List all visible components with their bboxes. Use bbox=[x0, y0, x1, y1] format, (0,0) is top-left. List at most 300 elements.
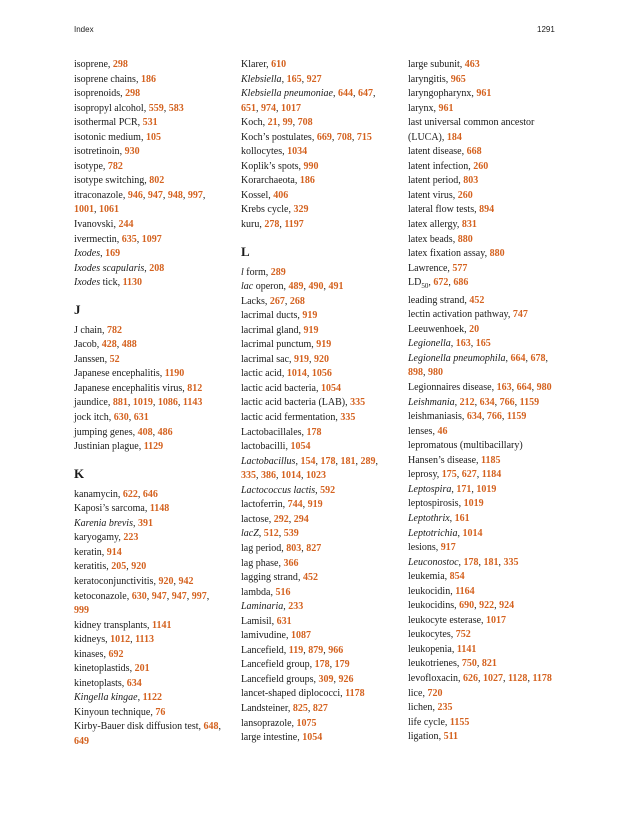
index-term: karyogamy bbox=[74, 532, 119, 544]
index-term: Japanese encephalitis bbox=[74, 368, 160, 380]
page-reference-link[interactable]: 163 bbox=[496, 382, 512, 394]
page-reference-link[interactable]: 630 bbox=[113, 412, 129, 424]
index-entry: lacrimal gland, 919 bbox=[241, 324, 319, 336]
page-reference-link[interactable]: 646 bbox=[142, 488, 158, 500]
page-reference-link[interactable]: 919 bbox=[294, 353, 310, 365]
page-reference-link[interactable]: 678 bbox=[530, 352, 546, 364]
index-entry: Leptothrix, 161 bbox=[408, 512, 470, 524]
index-term: Leptothrix bbox=[408, 512, 450, 524]
page-reference-link[interactable]: 942 bbox=[178, 575, 194, 587]
index-entry: leukocytes, 752 bbox=[408, 629, 471, 641]
page-reference-link[interactable]: 664 bbox=[510, 352, 526, 364]
index-entry: Kinyoun technique, 76 bbox=[74, 706, 166, 718]
page-reference-link[interactable]: 1178 bbox=[532, 672, 552, 684]
page-reference-link[interactable]: 827 bbox=[306, 542, 322, 554]
page-reference-link[interactable]: 181 bbox=[340, 455, 356, 467]
index-term: Leeuwenhoek bbox=[408, 323, 465, 335]
page-reference-link[interactable]: 428 bbox=[101, 339, 117, 351]
page-reference-link[interactable]: 235 bbox=[437, 702, 453, 714]
page-reference-link[interactable]: 1143 bbox=[182, 397, 203, 409]
index-entry: lactoferrin, 744, 919 bbox=[241, 499, 323, 511]
page-reference-link[interactable]: 622 bbox=[122, 488, 138, 500]
page-reference-link[interactable]: 531 bbox=[142, 117, 158, 129]
page-reference-link[interactable]: 1019 bbox=[132, 397, 153, 409]
page-reference-link[interactable]: 1122 bbox=[142, 692, 163, 704]
page-reference-link[interactable]: 212 bbox=[459, 396, 475, 408]
page-reference-link[interactable]: 919 bbox=[302, 310, 318, 322]
index-term: lancet-shaped diplococci bbox=[241, 688, 341, 700]
index-term: Japanese encephalitis virus bbox=[74, 382, 183, 394]
page-reference-link[interactable]: 20 bbox=[469, 323, 480, 335]
index-term: Lancefield groups bbox=[241, 673, 314, 685]
page-reference-link[interactable]: 803 bbox=[463, 175, 479, 187]
page-reference-link[interactable]: 178 bbox=[306, 426, 322, 438]
page-reference-link[interactable]: 583 bbox=[168, 102, 184, 114]
page-reference-link[interactable]: 990 bbox=[303, 160, 319, 172]
page-reference-link[interactable]: 169 bbox=[105, 248, 121, 260]
page-reference-link[interactable]: 947 bbox=[147, 189, 163, 201]
index-entry: Kaposi’s sarcoma, 1148 bbox=[74, 503, 170, 515]
page-reference-link[interactable]: 880 bbox=[457, 233, 473, 245]
index-entry: Lamisil, 631 bbox=[241, 615, 292, 627]
index-term: Ixodes bbox=[74, 248, 101, 260]
page-reference-link[interactable]: 201 bbox=[134, 663, 150, 675]
page-reference-link[interactable]: 747 bbox=[512, 309, 528, 321]
page-reference-link[interactable]: 1019 bbox=[463, 498, 484, 510]
page-reference-link[interactable]: 920 bbox=[158, 575, 174, 587]
page-reference-link[interactable]: 184 bbox=[446, 131, 462, 143]
index-entry: lactobacilli, 1054 bbox=[241, 441, 311, 453]
page-reference-link[interactable]: 744 bbox=[287, 499, 303, 511]
index-letter-heading: L bbox=[241, 243, 250, 259]
page-reference-link[interactable]: 631 bbox=[133, 412, 149, 424]
index-entry: lactic acid, 1014, 1056 bbox=[241, 368, 332, 380]
page-reference-link[interactable]: 980 bbox=[428, 367, 443, 379]
index-entry: Laminaria, 233 bbox=[241, 601, 304, 613]
page-reference-link[interactable]: 634 bbox=[126, 677, 142, 689]
page-reference-link[interactable]: 1075 bbox=[296, 717, 317, 729]
page-reference-link[interactable]: 178 bbox=[314, 659, 330, 671]
page-reference-link[interactable]: 812 bbox=[187, 382, 203, 394]
page-reference-link[interactable]: 879 bbox=[308, 644, 324, 656]
page-reference-link[interactable]: 919 bbox=[307, 499, 323, 511]
page-reference-link[interactable]: 766 bbox=[486, 411, 502, 423]
page-number: 1291 bbox=[537, 25, 555, 34]
page-reference-link[interactable]: 880 bbox=[489, 248, 505, 260]
index-term: keratoconjunctivitis bbox=[74, 575, 154, 587]
page-reference-link[interactable]: 1159 bbox=[506, 411, 527, 423]
page-reference-link[interactable]: 692 bbox=[108, 648, 124, 660]
index-entry: ivermectin, 635, 1097 bbox=[74, 233, 162, 245]
page-reference-link[interactable]: 966 bbox=[328, 644, 344, 656]
page-reference-link[interactable]: 1023 bbox=[306, 470, 326, 482]
page-reference-link[interactable]: 490 bbox=[308, 281, 324, 293]
page-reference-link[interactable]: 690 bbox=[459, 600, 475, 612]
index-entry: lag phase, 366 bbox=[241, 557, 299, 569]
page-reference-link[interactable]: 260 bbox=[457, 189, 473, 201]
page-reference-link[interactable]: 1017 bbox=[486, 614, 507, 626]
index-term: last universal common ancestor (LUCA) bbox=[408, 117, 535, 143]
page-reference-link[interactable]: 1001 bbox=[74, 204, 94, 216]
page-reference-link[interactable]: 335 bbox=[241, 470, 256, 482]
index-term: Kossel bbox=[241, 189, 269, 201]
page-reference-link[interactable]: 559 bbox=[148, 102, 164, 114]
page-reference-link[interactable]: 927 bbox=[306, 73, 322, 85]
index-term: Lancefield bbox=[241, 644, 284, 656]
page-reference-link[interactable]: 627 bbox=[461, 469, 477, 481]
page-reference-link[interactable]: 961 bbox=[438, 102, 454, 114]
index-term: lacrimal sac bbox=[241, 353, 290, 365]
page-reference-link[interactable]: 179 bbox=[334, 659, 350, 671]
index-term: kuru bbox=[241, 219, 260, 231]
page-reference-link[interactable]: 894 bbox=[479, 204, 495, 216]
page-reference-link[interactable]: 1034 bbox=[287, 146, 308, 158]
index-entry: Leuconostoc, 178, 181, 335 bbox=[408, 556, 519, 568]
page-reference-link[interactable]: 686 bbox=[453, 277, 469, 289]
index-term: lichen bbox=[408, 702, 433, 714]
index-entry: lesions, 917 bbox=[408, 542, 456, 554]
index-term: latent infection bbox=[408, 160, 469, 172]
page-reference-link[interactable]: 294 bbox=[293, 513, 309, 525]
page-reference-link[interactable]: 720 bbox=[427, 687, 443, 699]
page-reference-link[interactable]: 329 bbox=[293, 204, 309, 216]
page-reference-link[interactable]: 922 bbox=[479, 600, 495, 612]
page-reference-link[interactable]: 752 bbox=[455, 629, 471, 641]
index-column-3 bbox=[408, 58, 560, 745]
page-reference-link[interactable]: 825 bbox=[292, 702, 308, 714]
page-reference-link[interactable]: 631 bbox=[276, 615, 292, 627]
index-entry: Lancefield groups, 309, 926 bbox=[241, 673, 354, 685]
page-reference-link[interactable]: 516 bbox=[275, 586, 291, 598]
index-term: Karenia brevis bbox=[74, 517, 133, 529]
index-entry: leukotrienes, 750, 821 bbox=[408, 658, 497, 670]
index-entry: leprosy, 175, 627, 1184 bbox=[408, 469, 502, 481]
page-reference-link[interactable]: 1141 bbox=[152, 619, 172, 631]
page-reference-link[interactable]: 1141 bbox=[456, 643, 477, 655]
page-reference-link[interactable]: 766 bbox=[499, 396, 515, 408]
index-term: leishmaniasis bbox=[408, 411, 462, 423]
index-term: Lawrence bbox=[408, 262, 448, 274]
page-reference-link[interactable]: 408 bbox=[137, 426, 153, 438]
page-reference-link[interactable]: 1014 bbox=[462, 527, 483, 539]
page-reference-link[interactable]: 452 bbox=[302, 572, 318, 584]
index-entry: ligation, 511 bbox=[408, 731, 459, 743]
page-reference-link[interactable]: 260 bbox=[473, 160, 489, 172]
index-term: Klebsiella pneumoniae bbox=[241, 88, 333, 100]
page-reference-link[interactable]: 647 bbox=[357, 88, 373, 100]
page-reference-link[interactable]: 463 bbox=[464, 59, 480, 70]
page-reference-link[interactable]: 163 bbox=[455, 338, 471, 350]
index-term: isoprenoids bbox=[74, 88, 121, 100]
index-term: leukocytes bbox=[408, 629, 451, 641]
page-reference-link[interactable]: 161 bbox=[454, 512, 470, 524]
index-term: lansoprazole bbox=[241, 717, 292, 729]
page-reference-link[interactable]: 610 bbox=[271, 59, 287, 70]
page-reference-link[interactable]: 21 bbox=[267, 117, 278, 129]
page-reference-link[interactable]: 491 bbox=[328, 281, 344, 293]
page-reference-link[interactable]: 1054 bbox=[302, 732, 323, 744]
page-reference-link[interactable]: 715 bbox=[356, 131, 372, 143]
page-reference-link[interactable]: 1128 bbox=[507, 672, 528, 684]
page-reference-link[interactable]: 298 bbox=[125, 88, 141, 100]
page-reference-link[interactable]: 664 bbox=[516, 382, 532, 394]
index-term: itraconazole bbox=[74, 189, 123, 201]
page-reference-link[interactable]: 244 bbox=[118, 219, 134, 231]
index-entry: lactic acid fermentation, 335 bbox=[241, 412, 356, 424]
page-reference-link[interactable]: 881 bbox=[112, 397, 128, 409]
page-reference-link[interactable]: 592 bbox=[320, 484, 336, 496]
index-entry: larynx, 961 bbox=[408, 102, 454, 114]
page-reference-link[interactable]: 999 bbox=[74, 605, 89, 617]
page-reference-link[interactable]: 165 bbox=[475, 338, 491, 350]
page-reference-link[interactable]: 391 bbox=[137, 517, 153, 529]
page-reference-link[interactable]: 947 bbox=[171, 590, 187, 602]
index-entry: Kirby-Bauer disk diffusion test, 648, 649 bbox=[74, 721, 222, 747]
page-reference-link[interactable]: 1054 bbox=[290, 441, 311, 453]
page-reference-link[interactable]: 626 bbox=[462, 672, 478, 684]
page-reference-link[interactable]: 782 bbox=[107, 160, 123, 172]
page-reference-link[interactable]: 920 bbox=[131, 561, 147, 573]
index-term: Kaposi’s sarcoma bbox=[74, 503, 145, 515]
index-term: lectin activation pathway bbox=[408, 309, 508, 321]
page-reference-link[interactable]: 366 bbox=[283, 557, 299, 569]
page-reference-link[interactable]: 974 bbox=[261, 102, 276, 114]
page-reference-link[interactable]: 997 bbox=[187, 189, 203, 201]
page-reference-link[interactable]: 946 bbox=[127, 189, 143, 201]
index-entry: Ivanovski, 244 bbox=[74, 219, 134, 231]
index-entry: latex allergy, 831 bbox=[408, 219, 477, 231]
page-reference-link[interactable]: 181 bbox=[483, 556, 499, 568]
page-reference-link[interactable]: 651 bbox=[241, 102, 256, 114]
index-term: large intestine bbox=[241, 732, 298, 744]
index-entry: Justinian plague, 1129 bbox=[74, 441, 164, 453]
page-reference-link[interactable]: 1159 bbox=[519, 396, 540, 408]
index-entry: Ixodes scapularis, 208 bbox=[74, 262, 165, 274]
page-reference-link[interactable]: 309 bbox=[318, 673, 334, 685]
page-reference-link[interactable]: 648 bbox=[203, 721, 219, 733]
page-reference-link[interactable]: 52 bbox=[109, 353, 120, 365]
index-entry: jumping genes, 408, 486 bbox=[74, 426, 173, 438]
page-reference-link[interactable]: 511 bbox=[443, 731, 459, 743]
index-entry: isopropyl alcohol, 559, 583 bbox=[74, 102, 184, 114]
page-reference-link[interactable]: 386 bbox=[261, 470, 276, 482]
page-reference-link[interactable]: 1014 bbox=[281, 470, 301, 482]
page-reference-link[interactable]: 1012 bbox=[110, 634, 131, 646]
page-reference-link[interactable]: 1113 bbox=[135, 634, 155, 646]
page-reference-link[interactable]: 154 bbox=[300, 455, 316, 467]
page-reference-link[interactable]: 205 bbox=[111, 561, 127, 573]
index-term: ligation bbox=[408, 731, 439, 743]
index-entry: Klarer, 610 bbox=[241, 59, 287, 70]
index-entry: isotretinoin, 930 bbox=[74, 146, 140, 158]
page-reference-link[interactable]: 1197 bbox=[284, 219, 304, 231]
page-reference-link[interactable]: 1019 bbox=[476, 483, 497, 495]
page-reference-link[interactable]: 831 bbox=[461, 219, 477, 231]
index-term: Jacob bbox=[74, 339, 97, 351]
page-reference-link[interactable]: 1184 bbox=[481, 469, 502, 481]
page-reference-link[interactable]: 924 bbox=[499, 600, 515, 612]
index-term: jock itch bbox=[74, 412, 109, 424]
page-reference-link[interactable]: 750 bbox=[461, 658, 477, 670]
index-entry: isoprene chains, 186 bbox=[74, 73, 156, 85]
index-entry: lac operon, 489, 490, 491 bbox=[241, 281, 344, 293]
page-reference-link[interactable]: 1148 bbox=[149, 503, 170, 515]
page-reference-link[interactable]: 1086 bbox=[157, 397, 178, 409]
page-reference-link[interactable]: 947 bbox=[151, 590, 167, 602]
page-reference-link[interactable]: 335 bbox=[503, 556, 519, 568]
page-reference-link[interactable]: 178 bbox=[320, 455, 336, 467]
page-reference-link[interactable]: 965 bbox=[450, 73, 466, 85]
index-entry: kinetoplasts, 634 bbox=[74, 677, 142, 689]
page-reference-link[interactable]: 827 bbox=[312, 702, 328, 714]
page-reference-link[interactable]: 165 bbox=[286, 73, 302, 85]
index-term: lag phase bbox=[241, 557, 279, 569]
page-reference-link[interactable]: 630 bbox=[131, 590, 147, 602]
page-reference-link[interactable]: 289 bbox=[270, 266, 286, 278]
index-term: isopropyl alcohol bbox=[74, 102, 144, 114]
page-reference-link[interactable]: 898 bbox=[408, 367, 423, 379]
page-reference-link[interactable]: 634 bbox=[479, 396, 495, 408]
index-term: kollocytes bbox=[241, 146, 283, 158]
page-reference-link[interactable]: 46 bbox=[437, 425, 448, 437]
index-entry: Koch, 21, 99, 708 bbox=[241, 117, 313, 129]
index-entry: Koch’s postulates, 669, 708, 715 bbox=[241, 131, 372, 143]
page-reference-link[interactable]: 914 bbox=[106, 546, 122, 558]
index-entry: jaundice, 881, 1019, 1086, 1143 bbox=[74, 397, 203, 409]
page-reference-link[interactable]: 267 bbox=[269, 295, 285, 307]
page-reference-link[interactable]: 99 bbox=[282, 117, 293, 129]
index-term: latex fixation assay bbox=[408, 248, 485, 260]
index-entry: Leptospira, 171, 1019 bbox=[408, 483, 497, 495]
page-reference-link[interactable]: 669 bbox=[316, 131, 332, 143]
index-term: Lancefield group bbox=[241, 659, 310, 671]
page-reference-link[interactable]: 930 bbox=[124, 146, 140, 158]
page-reference-link[interactable]: 917 bbox=[440, 542, 456, 554]
index-entry: leukocyte esterase, 1017 bbox=[408, 614, 507, 626]
page-reference-link[interactable]: 920 bbox=[314, 353, 330, 365]
page-reference-link[interactable]: 335 bbox=[340, 412, 356, 424]
page-reference-link[interactable]: 1061 bbox=[99, 204, 119, 216]
page-reference-link[interactable]: 1054 bbox=[320, 382, 341, 394]
index-entry: leukocidin, 1164 bbox=[408, 585, 475, 597]
page-reference-link[interactable]: 708 bbox=[336, 131, 352, 143]
page-reference-link[interactable]: 268 bbox=[289, 295, 305, 307]
page-reference-link[interactable]: 119 bbox=[288, 644, 304, 656]
page-reference-link[interactable]: 708 bbox=[297, 117, 313, 129]
index-term: leukocidin bbox=[408, 585, 451, 597]
page-reference-link[interactable]: 1014 bbox=[286, 368, 307, 380]
page-reference-link[interactable]: 171 bbox=[456, 483, 472, 495]
page-reference-link[interactable]: 292 bbox=[273, 513, 289, 525]
index-term-subscript: 50 bbox=[421, 282, 429, 291]
page-reference-link[interactable]: 223 bbox=[123, 532, 139, 544]
page-reference-link[interactable]: 488 bbox=[121, 339, 137, 351]
page-reference-link[interactable]: 186 bbox=[299, 175, 315, 187]
page-reference-link[interactable]: 926 bbox=[338, 673, 354, 685]
page-reference-link[interactable]: 208 bbox=[149, 262, 165, 274]
index-term: leukocidins bbox=[408, 600, 455, 612]
page-reference-link[interactable]: 335 bbox=[350, 397, 366, 409]
page-reference-link[interactable]: 644 bbox=[337, 88, 353, 100]
page-reference-link[interactable]: 512 bbox=[263, 528, 279, 540]
page-reference-link[interactable]: 821 bbox=[481, 658, 497, 670]
page-reference-link[interactable]: 672 bbox=[433, 277, 449, 289]
page-reference-link[interactable]: 634 bbox=[466, 411, 482, 423]
page-reference-link[interactable]: 803 bbox=[286, 542, 302, 554]
page-reference-link[interactable]: 1087 bbox=[291, 630, 311, 642]
index-entry: Landsteiner, 825, 827 bbox=[241, 702, 328, 714]
index-term: Janssen bbox=[74, 353, 105, 365]
page-reference-link[interactable]: 539 bbox=[283, 528, 299, 540]
index-term: lenses bbox=[408, 425, 433, 437]
page-reference-link[interactable]: 1056 bbox=[311, 368, 332, 380]
page-reference-link[interactable]: 298 bbox=[112, 59, 128, 70]
page-reference-link[interactable]: 919 bbox=[316, 339, 332, 351]
page-reference-link[interactable]: 961 bbox=[476, 88, 492, 100]
page-reference-link[interactable]: 802 bbox=[149, 175, 165, 187]
page-reference-link[interactable]: 1027 bbox=[482, 672, 503, 684]
index-entry: leishmaniasis, 634, 766, 1159 bbox=[408, 411, 527, 423]
index-term: leukemia bbox=[408, 571, 445, 583]
page-reference-link[interactable]: 997 bbox=[191, 590, 207, 602]
page-reference-link[interactable]: 577 bbox=[452, 262, 468, 274]
page-reference-link[interactable]: 635 bbox=[121, 233, 137, 245]
page-reference-link[interactable]: 649 bbox=[74, 735, 89, 747]
index-entry: isotonic medium, 105 bbox=[74, 131, 161, 143]
index-entry: isothermal PCR, 531 bbox=[74, 117, 158, 129]
page-reference-link[interactable]: 1164 bbox=[455, 585, 475, 597]
page-reference-link[interactable]: 289 bbox=[360, 455, 376, 467]
page-reference-link[interactable]: 486 bbox=[157, 426, 173, 438]
index-term: isoprene bbox=[74, 59, 108, 70]
page-reference-link[interactable]: 278 bbox=[264, 219, 280, 231]
page-reference-link[interactable]: 175 bbox=[441, 469, 457, 481]
page-reference-link[interactable]: 1129 bbox=[143, 441, 164, 453]
index-term: Justinian plague bbox=[74, 441, 139, 453]
page-reference-link[interactable]: 948 bbox=[167, 189, 183, 201]
page-reference-link[interactable]: 668 bbox=[466, 146, 482, 158]
page-reference-link[interactable]: 919 bbox=[303, 324, 319, 336]
page-reference-link[interactable]: 980 bbox=[536, 382, 552, 394]
index-entry: lepromatous (multibacillary) Hansen’s disease, 1185 bbox=[408, 440, 523, 466]
page-reference-link[interactable]: 1185 bbox=[481, 454, 501, 466]
page-reference-link[interactable]: 76 bbox=[155, 706, 166, 718]
page-reference-link[interactable]: 105 bbox=[145, 131, 161, 143]
index-entry: lacrimal punctum, 919 bbox=[241, 339, 332, 351]
page-reference-link[interactable]: 489 bbox=[288, 281, 304, 293]
index-entry: Lancefield, 119, 879, 966 bbox=[241, 644, 344, 656]
page-reference-link[interactable]: 186 bbox=[140, 73, 156, 85]
page-reference-link[interactable]: 452 bbox=[469, 294, 485, 306]
index-term: lactobacilli bbox=[241, 441, 286, 453]
page-reference-link[interactable]: 1190 bbox=[164, 368, 185, 380]
index-entry: kidney transplants, 1141 bbox=[74, 619, 172, 631]
index-term: Ixodes scapularis bbox=[74, 262, 145, 274]
page-reference-link[interactable]: 1017 bbox=[281, 102, 301, 114]
page-reference-link[interactable]: 1178 bbox=[345, 688, 365, 700]
index-entry: Krebs cycle, 329 bbox=[241, 204, 309, 216]
index-entry: Ixodes, 169 bbox=[74, 248, 121, 260]
page-reference-link[interactable]: 782 bbox=[107, 324, 123, 336]
page-reference-link[interactable]: 1097 bbox=[141, 233, 162, 245]
page-reference-link[interactable]: 178 bbox=[463, 556, 479, 568]
page-reference-link[interactable]: 1130 bbox=[122, 277, 143, 289]
page-reference-link[interactable]: 854 bbox=[449, 571, 465, 583]
index-entry: Lactococcus lactis, 592 bbox=[241, 484, 336, 496]
page-reference-link[interactable]: 406 bbox=[273, 189, 289, 201]
page-reference-link[interactable]: 233 bbox=[288, 601, 304, 613]
page-reference-link[interactable]: 1155 bbox=[449, 716, 470, 728]
